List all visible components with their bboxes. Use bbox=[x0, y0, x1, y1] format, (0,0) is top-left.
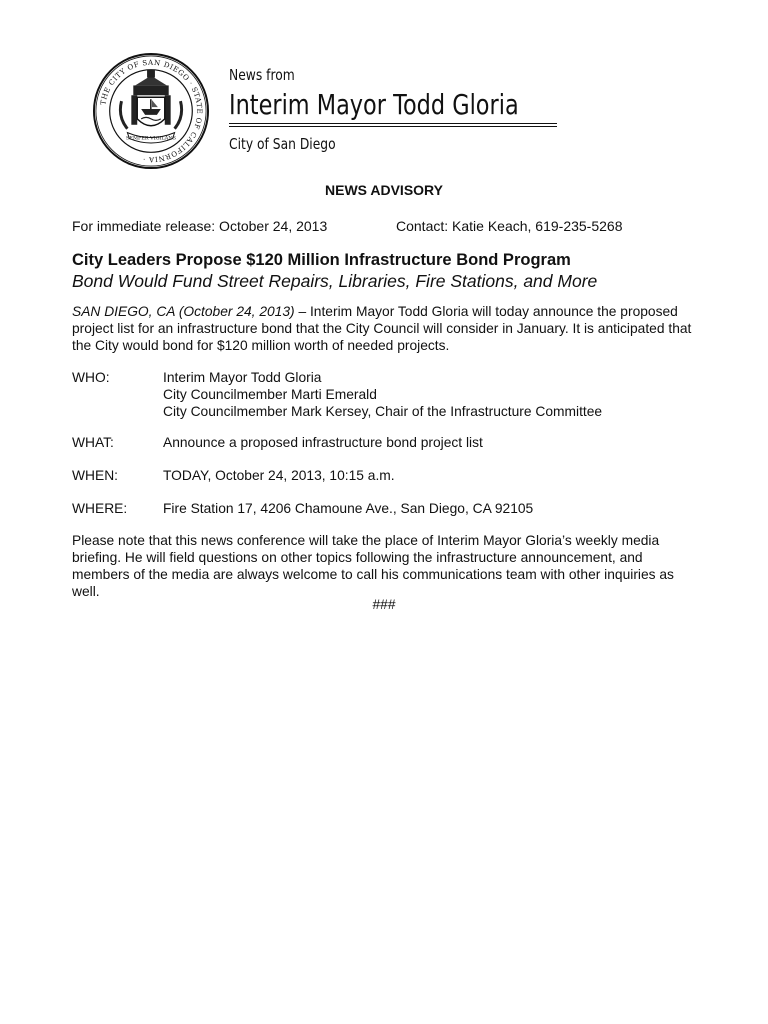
when-value: TODAY, October 24, 2013, 10:15 a.m. bbox=[163, 468, 395, 483]
page-title: Interim Mayor Todd Gloria bbox=[229, 88, 519, 121]
who-label: WHO: bbox=[72, 370, 110, 385]
end-mark: ### bbox=[372, 597, 396, 612]
subheadline: Bond Would Fund Street Repairs, Libraries, Fire Stations, and More bbox=[72, 271, 598, 291]
who-item: Interim Mayor Todd Gloria bbox=[163, 370, 322, 385]
city-label: City of San Diego bbox=[229, 135, 336, 153]
where-value: Fire Station 17, 4206 Chamoune Ave., San Diego, CA 92105 bbox=[163, 501, 534, 516]
who-item: City Councilmember Marti Emerald bbox=[163, 387, 377, 402]
lead-body: – Interim Mayor Todd Gloria will today announce the proposed project list for an infrastructure bond that the City Council will consider in January. It is anticipated that the City would bond for $120 million worth of needed projects. bbox=[72, 304, 692, 353]
city-seal-logo bbox=[92, 52, 210, 170]
what-label: WHAT: bbox=[72, 435, 114, 450]
headline: City Leaders Propose $120 Million Infrastructure Bond Program bbox=[72, 251, 571, 269]
release-date: For immediate release: October 24, 2013 bbox=[72, 218, 328, 234]
contact-info: Contact: Katie Keach, 619-235-5268 bbox=[396, 218, 623, 234]
where-label: WHERE: bbox=[72, 501, 128, 516]
news-advisory-label: NEWS ADVISORY bbox=[325, 182, 443, 198]
dateline: SAN DIEGO, CA (October 24, 2013) bbox=[72, 304, 295, 319]
who-item: City Councilmember Mark Kersey, Chair of the Infrastructure Committee bbox=[163, 404, 603, 419]
masthead bbox=[229, 66, 559, 153]
when-label: WHEN: bbox=[72, 468, 118, 483]
news-from-label: News from bbox=[229, 66, 295, 84]
title-rule bbox=[229, 123, 557, 127]
what-value: Announce a proposed infrastructure bond project list bbox=[163, 435, 483, 450]
note-paragraph: Please note that this news conference will take the place of Interim Mayor Gloria’s weekly media briefing. He will field questions on other topics following the infrastructure announcement, and members of the media are always welcome to call his communications team with other inquiries as well. bbox=[72, 533, 674, 599]
lead-paragraph bbox=[72, 303, 692, 354]
svg-text:SEMPER VIGILANS: SEMPER VIGILANS bbox=[126, 135, 176, 142]
svg-text:THE CITY OF SAN DIEGO · STATE: THE CITY OF SAN DIEGO · STATE OF CALIFORNIA · bbox=[98, 57, 205, 165]
